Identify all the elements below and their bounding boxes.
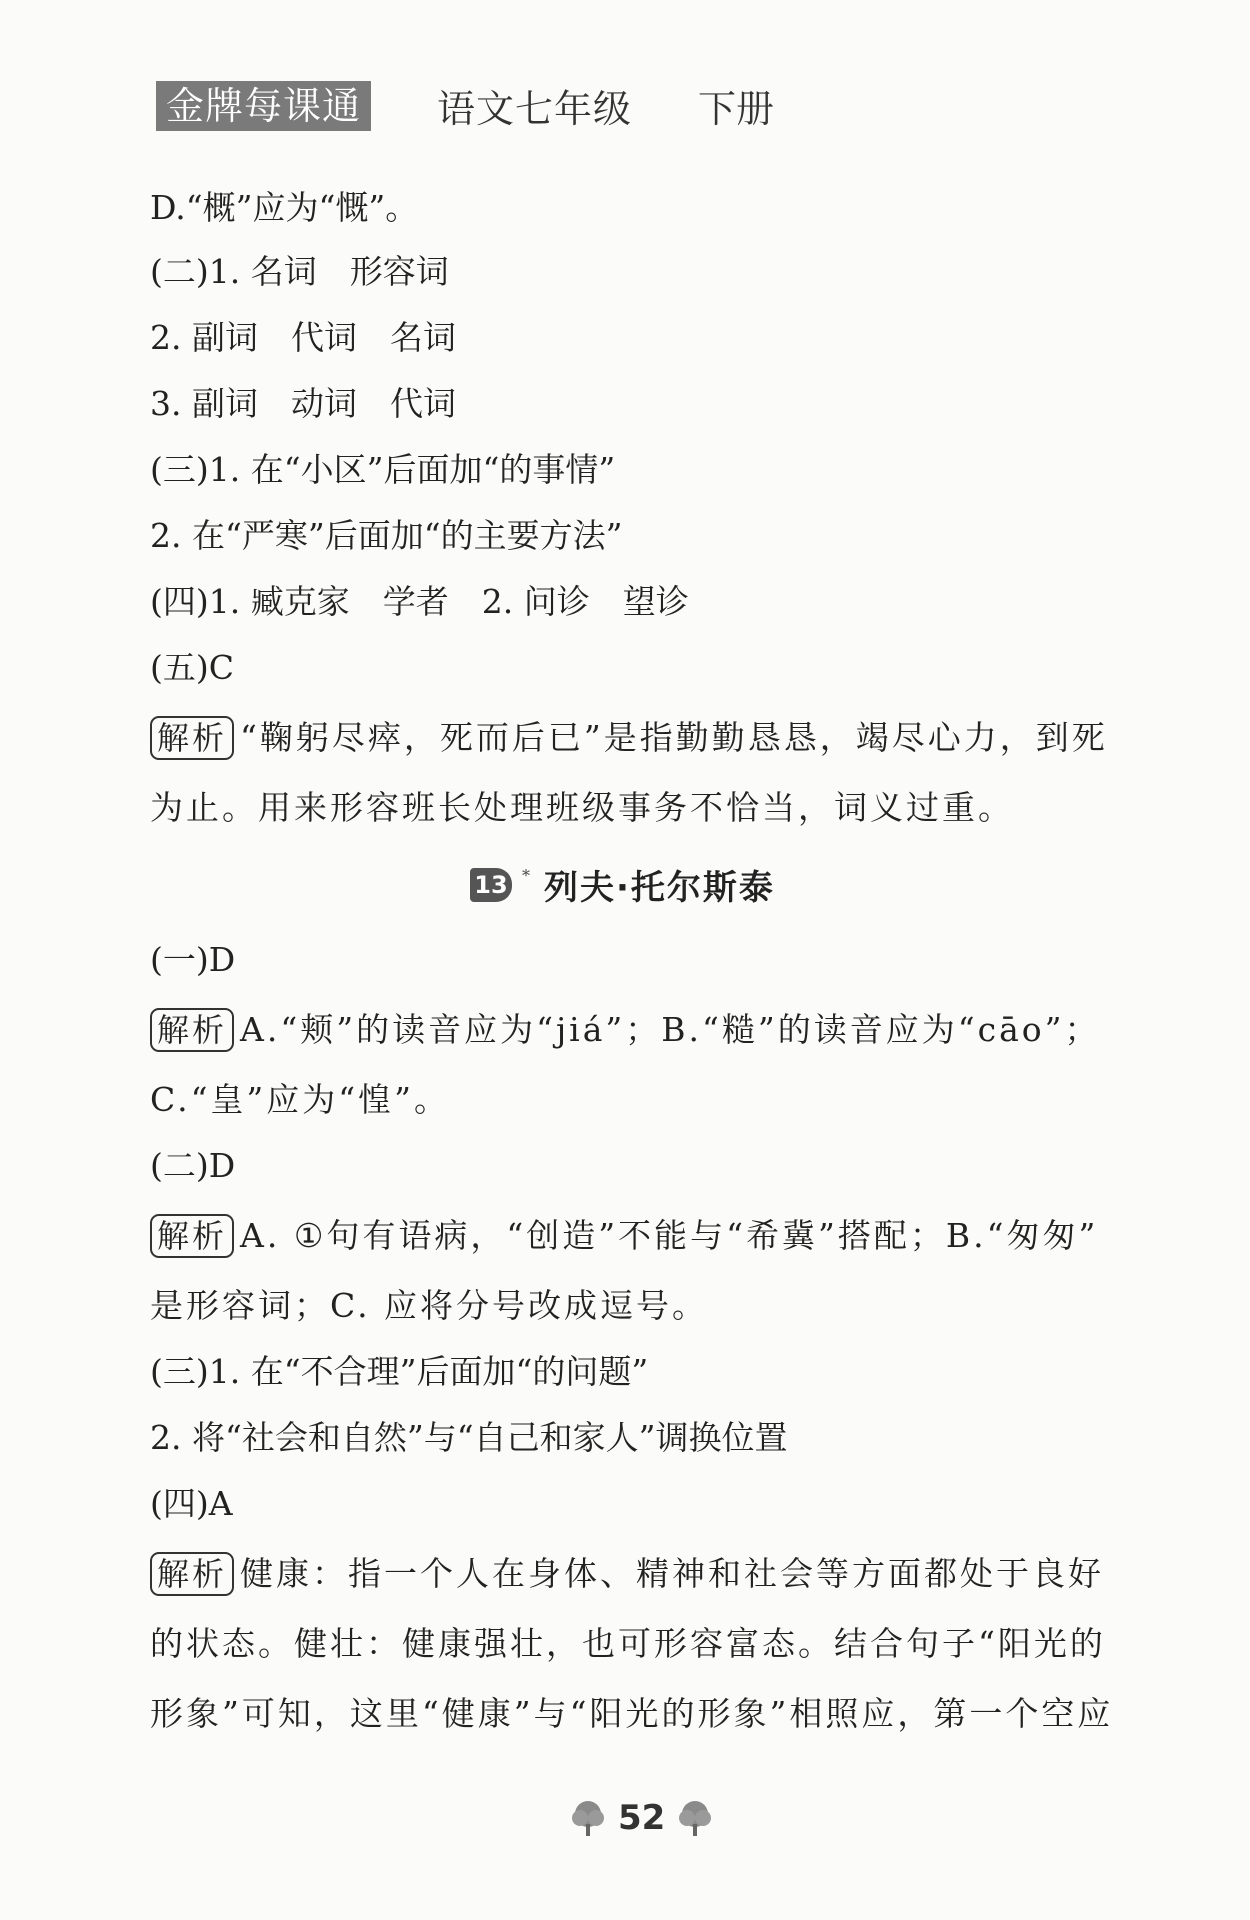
analysis-text: “鞠躬尽瘁，死而后已”是指勤勤恳恳，竭尽心力，到死 <box>240 718 1108 757</box>
tree-icon <box>677 1798 713 1838</box>
answer-line: 2. 副词 代词 名词 <box>150 318 456 357</box>
lesson-number-badge: 13 <box>470 868 512 902</box>
answer-line: D.“概”应为“慨”。 <box>150 188 419 227</box>
page-header <box>156 78 774 133</box>
analysis-block <box>150 1008 1101 1052</box>
page-number: 52 <box>618 1798 666 1838</box>
answer-line: (四)A <box>150 1484 233 1523</box>
analysis-text: 是形容词；C. 应将分号改成逗号。 <box>150 1286 709 1325</box>
answer-line: 3. 副词 动词 代词 <box>150 384 456 423</box>
analysis-text: 为止。用来形容班长处理班级事务不恰当，词义过重。 <box>150 788 1014 827</box>
analysis-tag: 解析 <box>150 1552 234 1596</box>
answer-line: (四)1. 臧克家 学者 2. 问诊 望诊 <box>150 582 689 621</box>
analysis-tag: 解析 <box>150 716 234 760</box>
analysis-block <box>150 1552 1104 1596</box>
volume-label: 下册 <box>698 87 775 131</box>
lesson-heading <box>470 860 775 909</box>
star-icon: * <box>522 866 530 885</box>
tree-icon <box>570 1798 606 1838</box>
answer-line: (三)1. 在“不合理”后面加“的问题” <box>150 1352 649 1391</box>
answer-line: (三)1. 在“小区”后面加“的事情” <box>150 450 616 489</box>
answer-line: 2. 在“严寒”后面加“的主要方法” <box>150 516 623 555</box>
lesson-title: 列夫·托尔斯泰 <box>544 868 775 908</box>
analysis-text: 的状态。健壮：健康强壮，也可形容富态。结合句子“阳光的 <box>150 1624 1106 1663</box>
analysis-block <box>150 716 1108 760</box>
subject-label: 语文七年级 <box>437 87 633 131</box>
analysis-text: A. ①句有语病，“创造”不能与“希冀”搭配；B.“匆匆” <box>240 1216 1099 1255</box>
analysis-text: C.“皇”应为“惶”。 <box>150 1080 451 1119</box>
analysis-text: A.“颊”的读音应为“jiá”；B.“糙”的读音应为“cāo”； <box>240 1010 1101 1049</box>
answer-line: (一)D <box>150 940 236 979</box>
answer-line: (二)D <box>150 1146 236 1185</box>
analysis-block <box>150 1214 1098 1258</box>
analysis-tag: 解析 <box>150 1008 234 1052</box>
analysis-tag: 解析 <box>150 1214 234 1258</box>
answer-line: (二)1. 名词 形容词 <box>150 252 449 291</box>
analysis-text: 形象”可知，这里“健康”与“阳光的形象”相照应，第一个空应 <box>150 1694 1114 1733</box>
analysis-text: 健康：指一个人在身体、精神和社会等方面都处于良好 <box>240 1554 1105 1593</box>
brand-label: 金牌每课通 <box>156 81 371 131</box>
answer-line: (五)C <box>150 648 234 687</box>
answer-line: 2. 将“社会和自然”与“自己和家人”调换位置 <box>150 1418 788 1457</box>
page-footer <box>570 1798 713 1838</box>
